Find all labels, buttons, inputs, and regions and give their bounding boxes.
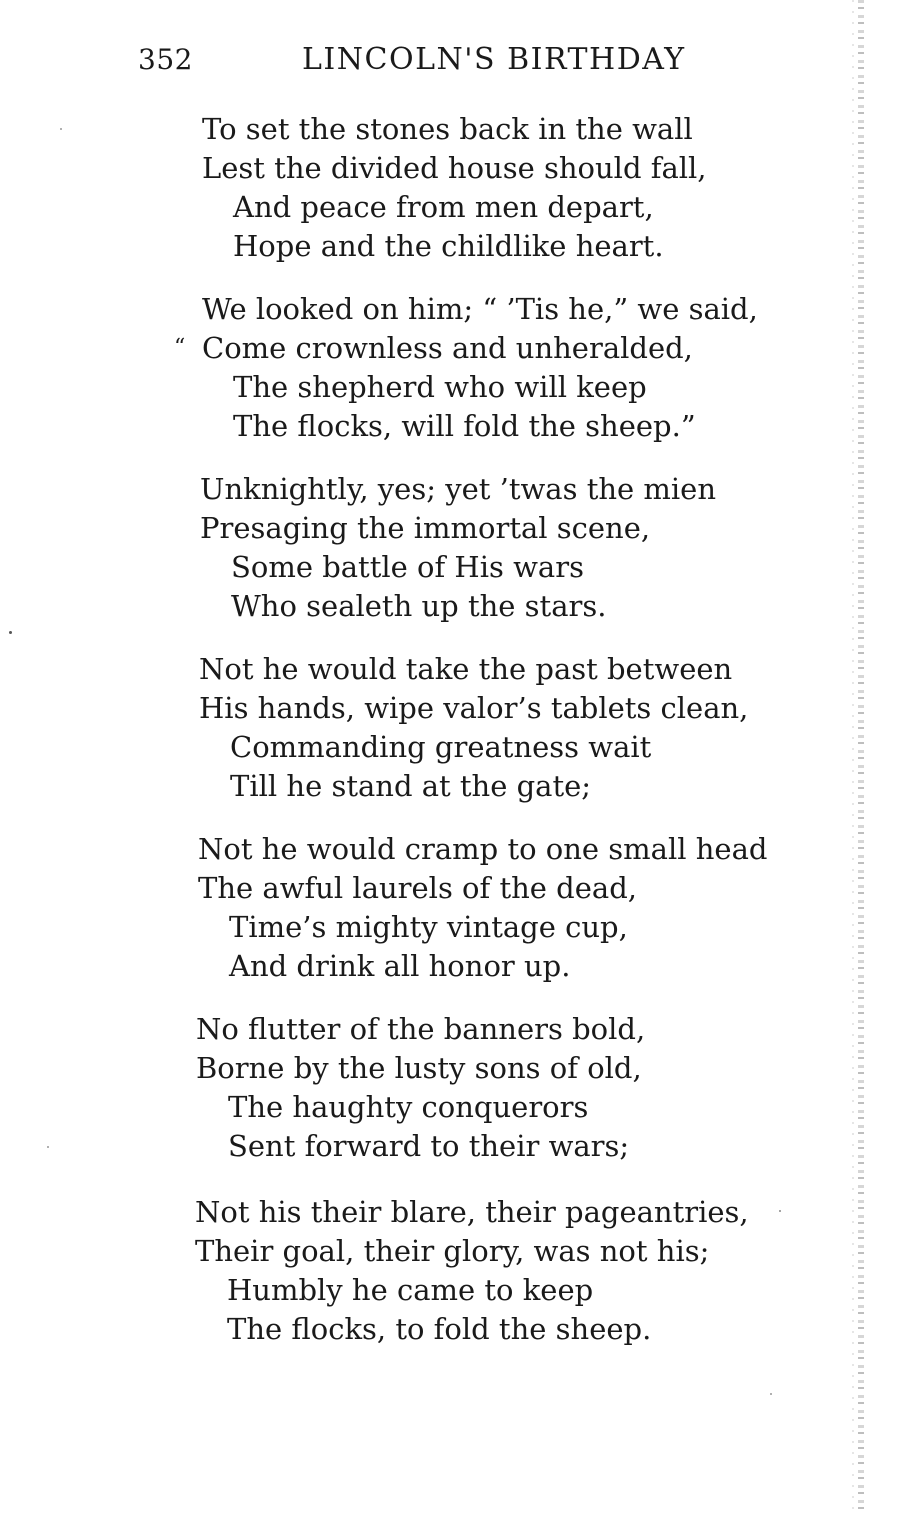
poem-line: No flutter of the banners bold, (196, 1012, 646, 1046)
page-edge-shadow (858, 0, 864, 1513)
open-quote-mark: “ (174, 335, 186, 360)
poem-line: The awful laurels of the dead, (198, 871, 637, 905)
poem-line: Time’s mighty vintage cup, (229, 910, 628, 944)
poem-line: Lest the divided house should fall, (202, 151, 707, 185)
poem-line: Humbly he came to keep (227, 1273, 594, 1307)
poem-line: The flocks, will fold the sheep.” (233, 409, 696, 443)
poem-line: And drink all honor up. (229, 949, 571, 983)
page-edge-shadow-inner (852, 0, 854, 1513)
poem-line: Till he stand at the gate; (230, 769, 592, 803)
poem-line: Their goal, their glory, was not his; (195, 1234, 710, 1268)
poem-line: The flocks, to fold the sheep. (227, 1312, 652, 1346)
scan-speck (770, 1393, 772, 1395)
scan-speck (60, 128, 62, 130)
poem-line: Some battle of His wars (231, 550, 584, 584)
poem-line: Not his their blare, their pageantries, (195, 1195, 749, 1229)
poem-line: Who sealeth up the stars. (231, 589, 607, 623)
poem-line: Presaging the immortal scene, (200, 511, 651, 545)
poem-line: Hope and the childlike heart. (233, 229, 664, 263)
scan-speck (9, 631, 12, 634)
poem-line: His hands, wipe valor’s tablets clean, (199, 691, 749, 725)
poem-line: And peace from men depart, (233, 190, 654, 224)
poem-line: Borne by the lusty sons of old, (196, 1051, 642, 1085)
poem-line: Unknightly, yes; yet ’twas the mien (200, 472, 717, 506)
scan-speck (779, 1210, 781, 1212)
poem-line: The haughty conquerors (228, 1090, 589, 1124)
poem-line: Not he would take the past between (199, 652, 733, 686)
poem-line: Not he would cramp to one small head (198, 832, 768, 866)
running-head: LINCOLN'S BIRTHDAY (302, 42, 686, 77)
poem-line: Sent forward to their wars; (228, 1129, 630, 1163)
page-number: 352 (138, 43, 193, 76)
poem-line: Come crownless and unheralded, (202, 331, 693, 365)
poem-line: The shepherd who will keep (233, 370, 647, 404)
poem-line: To set the stones back in the wall (202, 112, 693, 146)
scan-speck (47, 1146, 49, 1148)
poem-line: Commanding greatness wait (230, 730, 652, 764)
poem-line: We looked on him; “ ’Tis he,” we said, (202, 292, 758, 326)
